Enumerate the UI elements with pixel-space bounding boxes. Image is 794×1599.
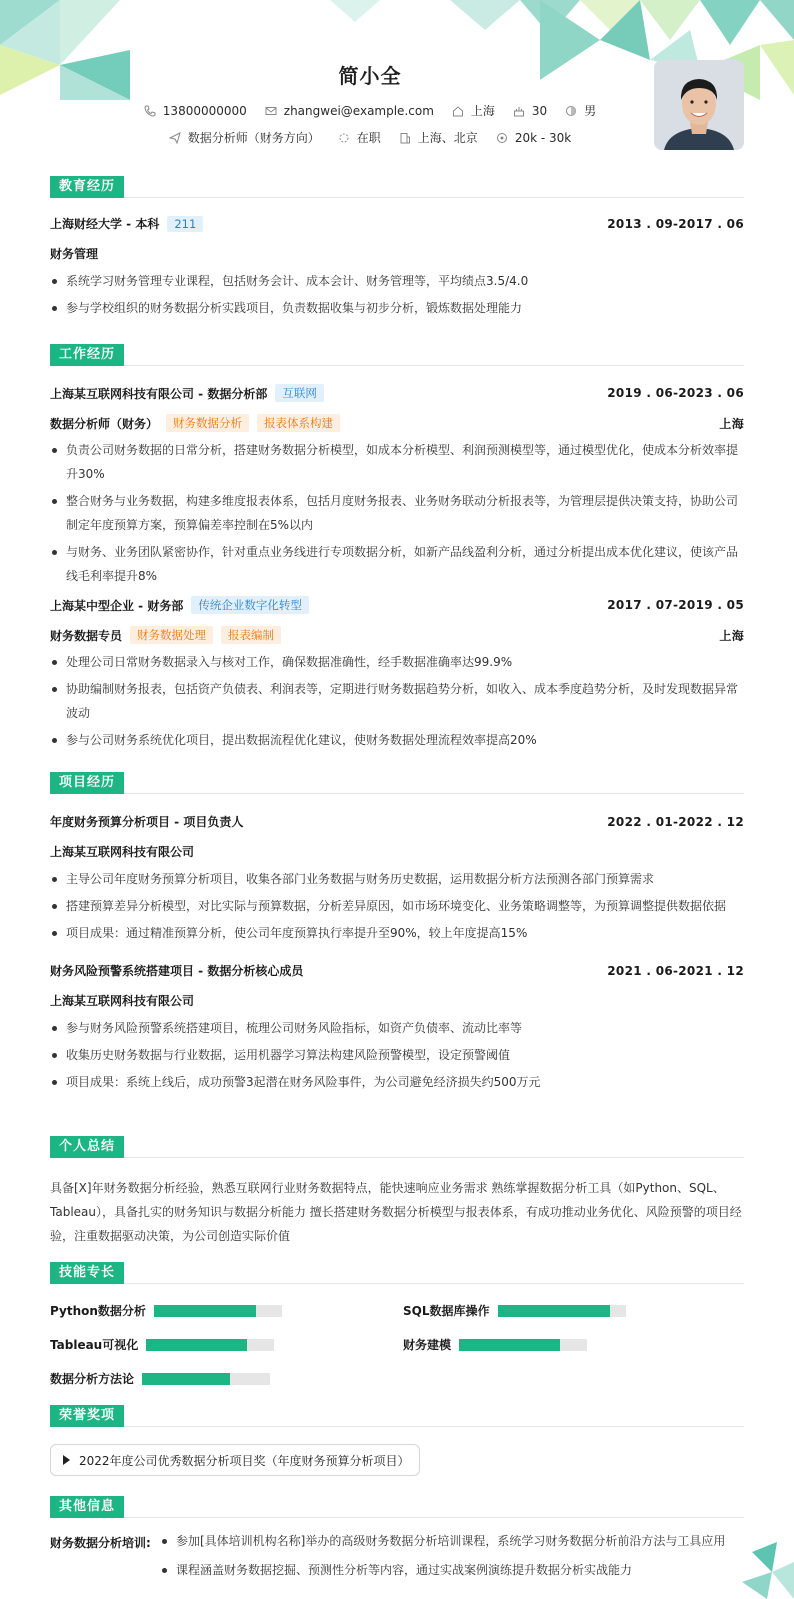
building-icon [399, 132, 411, 144]
age-text: 30 [531, 103, 548, 118]
project-bullets [50, 1016, 744, 1097]
contact-row-2 [0, 129, 740, 146]
send-icon [169, 132, 181, 144]
other-section-header [50, 1496, 744, 1518]
award-text: 2022年度公司优秀数据分析项目奖（年度财务预算分析项目） [79, 1453, 410, 1468]
other-bullets [160, 1529, 744, 1587]
gender-text: 男 [584, 104, 597, 118]
skills-section-header [50, 1262, 744, 1284]
gender-item [565, 102, 596, 119]
school-tag: 211 [167, 216, 203, 232]
skill-tag: 报表编制 [221, 626, 281, 644]
skill-bar-fill [459, 1339, 560, 1351]
work-location: 上海 [719, 416, 744, 431]
skill-bar [154, 1305, 282, 1317]
major-row [50, 245, 744, 262]
skill-bar [142, 1373, 270, 1385]
work-role-row [50, 626, 744, 644]
candidate-name: 简小全 [338, 64, 402, 88]
summary-title: 个人总结 [50, 1136, 124, 1158]
education-bullets [50, 269, 744, 323]
skill-tag: 财务数据分析 [166, 414, 249, 432]
email-text: zhangwei@example.com [283, 103, 434, 118]
list-item: 系统学习财务管理专业课程，包括财务会计、成本会计、财务管理等，平均绩点3.5/4.0 [50, 269, 744, 293]
awards-title: 荣誉奖项 [50, 1405, 124, 1427]
skill-bar-fill [142, 1373, 230, 1385]
other-title: 其他信息 [50, 1496, 124, 1518]
work-period: 2017 . 07-2019 . 05 [607, 598, 744, 612]
job-intent-item [169, 129, 320, 146]
work-period: 2019 . 06-2023 . 06 [607, 386, 744, 400]
project-bullets [50, 867, 744, 948]
project-title: 财务风险预警系统搭建项目 - 数据分析核心成员 [50, 964, 304, 978]
skill-bar-fill [146, 1339, 247, 1351]
work-company: 上海某互联网科技有限公司 - 数据分析部 [50, 386, 268, 401]
award-item[interactable] [50, 1444, 420, 1476]
list-item: 搭建预算差异分析模型，对比实际与预算数据，分析差异原因，如市场环境变化、业务策略调整等，为预算调整提供数据依据 [50, 894, 744, 918]
list-item: 与财务、业务团队紧密协作，针对重点业务线进行专项数据分析，如新产品线盈利分析，通过分析提出成本优化建议，使该产品线毛利率提升8% [50, 540, 744, 588]
list-item: 主导公司年度财务预算分析项目，收集各部门业务数据与财务历史数据，运用数据分析方法预测各部门预算需求 [50, 867, 744, 891]
work-section-header [50, 344, 744, 366]
skill-name: 数据分析方法论 [50, 1372, 135, 1386]
skill-item [50, 1336, 274, 1353]
skill-name: 财务建模 [403, 1338, 452, 1352]
list-item: 整合财务与业务数据，构建多维度报表体系，包括月度财务报表、业务财务联动分析报表等，为管理层提供决策支持，协助公司制定年度预算方案，预算偏差率控制在5%以内 [50, 489, 744, 537]
awards-section-header [50, 1405, 744, 1427]
phone-text: 13800000000 [162, 103, 247, 118]
project-period: 2022 . 01-2022 . 12 [607, 814, 744, 829]
gender-icon [565, 105, 577, 117]
cake-icon [513, 105, 525, 117]
projects-title: 项目经历 [50, 772, 124, 794]
work-company: 上海某中型企业 - 财务部 [50, 598, 184, 613]
avatar [654, 60, 744, 150]
project-company-row [50, 843, 744, 860]
summary-section-header [50, 1136, 744, 1158]
city-text: 上海 [470, 104, 495, 118]
list-item: 负责公司财务数据的日常分析，搭建财务数据分析模型，如成本分析模型、利润预测模型等，通过模型优化，使成本分析效率提升30% [50, 438, 744, 486]
list-item: 参与财务风险预警系统搭建项目，梳理公司财务风险指标，如资产负债率、流动比率等 [50, 1016, 744, 1040]
industry-tag: 传统企业数字化转型 [191, 596, 309, 614]
salary-item [496, 131, 571, 145]
skill-name: SQL数据库操作 [403, 1304, 490, 1318]
status-text: 在职 [356, 131, 381, 145]
email-item [265, 104, 434, 118]
list-item: 收集历史财务数据与行业数据，运用机器学习算法构建风险预警模型，设定预警阈值 [50, 1043, 744, 1067]
work-role: 财务数据专员 [50, 628, 123, 643]
locations-item [399, 129, 478, 146]
salary-text: 20k - 30k [514, 130, 572, 145]
skill-name: Tableau可视化 [50, 1338, 139, 1352]
skill-item [403, 1302, 626, 1319]
avatar-illustration [654, 60, 744, 150]
project-title: 年度财务预算分析项目 - 项目负责人 [50, 815, 244, 829]
school-name: 上海财经大学 - 本科 [50, 217, 160, 231]
project-title-row [50, 813, 744, 830]
email-icon [265, 105, 277, 117]
phone-icon [144, 105, 156, 117]
list-item: 项目成果：系统上线后，成功预警3起潜在财务风险事件，为公司避免经济损失约500万元 [50, 1070, 744, 1094]
work-bullets [50, 438, 744, 591]
skill-bar-fill [498, 1305, 611, 1317]
expand-triangle-icon [63, 1455, 70, 1465]
skill-bar [146, 1339, 274, 1351]
education-title: 教育经历 [50, 176, 124, 198]
project-company: 上海某互联网科技有限公司 [50, 994, 195, 1008]
skill-name: Python数据分析 [50, 1304, 146, 1318]
locations-text: 上海、北京 [417, 131, 478, 145]
list-item: 参与学校组织的财务数据分析实践项目，负责数据收集与初步分析，锻炼数据处理能力 [50, 296, 744, 320]
projects-section-header [50, 772, 744, 794]
work-bullets [50, 650, 744, 755]
education-section-header [50, 176, 744, 198]
education-row [50, 215, 744, 232]
education-period: 2013 . 09-2017 . 06 [607, 216, 744, 231]
work-company-row [50, 596, 744, 614]
skill-tag: 报表体系构建 [257, 414, 340, 432]
project-company: 上海某互联网科技有限公司 [50, 845, 195, 859]
list-item: 课程涵盖财务数据挖掘、预测性分析等内容，通过实战案例演练提升数据分析实战能力 [160, 1558, 744, 1582]
summary-text: 具备[X]年财务数据分析经验，熟悉互联网行业财务数据特点，能快速响应业务需求 熟练掌握数据分析工具（如Python、SQL、Tableau），具备扎实的财务知识与数据分析能力 擅长搭建财务数据分析模型与报表体系，有成功推动业务优化、风险预警的项目经验，注重数据驱动决策，为公司创造实际价值 [50, 1181, 742, 1243]
list-item: 协助编制财务报表，包括资产负债表、利润表等，定期进行财务数据趋势分析，如收入、成本季度趋势分析，及时发现数据异常波动 [50, 677, 744, 725]
status-item [338, 129, 381, 146]
other-label: 财务数据分析培训: [50, 1536, 151, 1550]
contact-row-1 [0, 102, 740, 119]
list-item: 参与公司财务系统优化项目，提出数据流程优化建议，使财务数据处理流程效率提高20% [50, 728, 744, 752]
major-name: 财务管理 [50, 247, 99, 261]
phone-item [144, 104, 247, 118]
job-intent-text: 数据分析师（财务方向） [187, 131, 320, 145]
skill-bar-fill [154, 1305, 256, 1317]
status-icon [338, 132, 350, 144]
skill-item [50, 1302, 282, 1319]
skill-item [403, 1336, 587, 1353]
work-role: 数据分析师（财务） [50, 416, 159, 431]
project-title-row [50, 962, 744, 979]
list-item: 处理公司日常财务数据录入与核对工作，确保数据准确性，经手数据准确率达99.9% [50, 650, 744, 674]
project-period: 2021 . 06-2021 . 12 [607, 963, 744, 978]
work-location: 上海 [719, 628, 744, 643]
city-item [452, 102, 495, 119]
skills-title: 技能专长 [50, 1262, 124, 1284]
list-item: 参加[具体培训机构名称]举办的高级财务数据分析培训课程，系统学习财务数据分析前沿方法与工具应用 [160, 1529, 744, 1553]
age-item [513, 104, 547, 118]
coin-icon [496, 132, 508, 144]
project-company-row [50, 992, 744, 1009]
home-icon [452, 105, 464, 117]
work-company-row [50, 384, 744, 402]
list-item: 项目成果：通过精准预算分析，使公司年度预算执行率提升至90%，较上年度提高15% [50, 921, 744, 945]
skill-tag: 财务数据处理 [130, 626, 213, 644]
industry-tag: 互联网 [275, 384, 324, 402]
skill-bar [498, 1305, 626, 1317]
skill-item [50, 1370, 270, 1387]
work-role-row [50, 414, 744, 432]
skill-bar [459, 1339, 587, 1351]
work-title: 工作经历 [50, 344, 124, 366]
